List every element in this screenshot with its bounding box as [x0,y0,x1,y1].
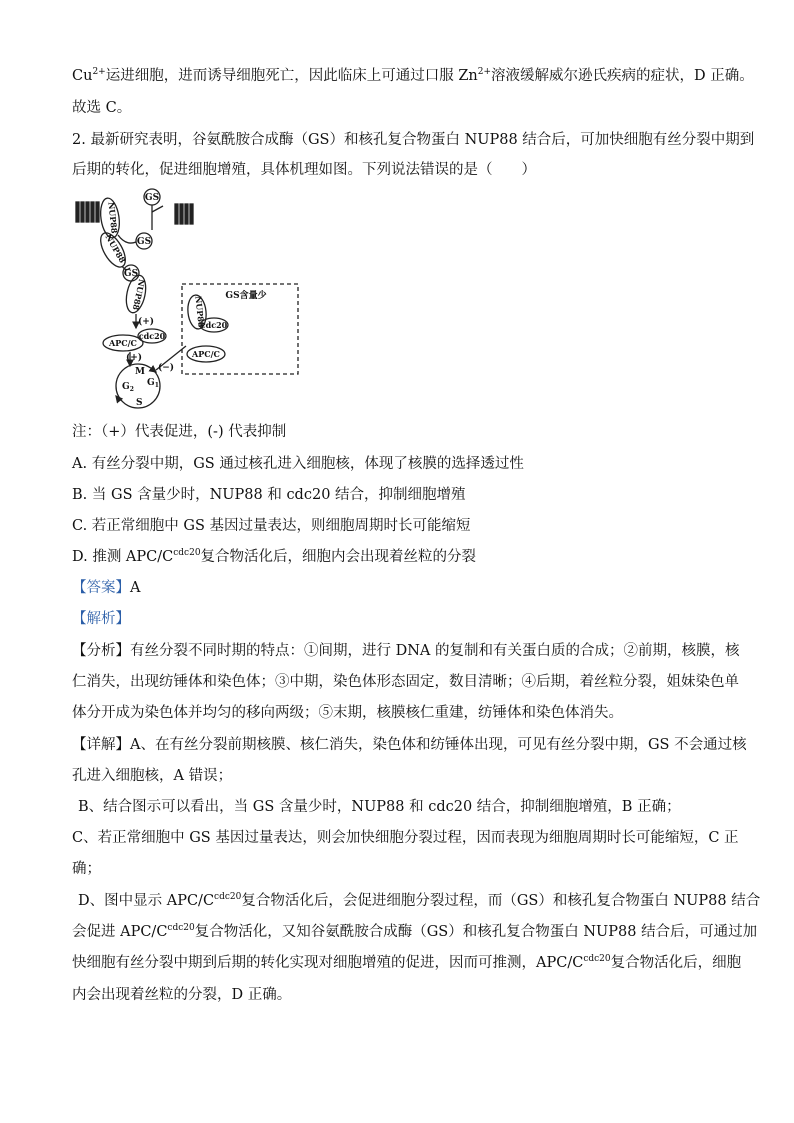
text-segment: 溶液缓解威尔逊氏疾病的症状，D 正确。 [491,68,754,84]
detail-c-line-2: 确； [72,861,101,877]
superscript-zn-charge: 2+ [477,67,492,77]
gs-top-label: GS [144,193,160,203]
apcc-label: APC/C [109,338,137,348]
superscript-cdc20: cdc20 [173,548,201,558]
option-a: A. 有丝分裂中期，GS 通过核孔进入细胞核，体现了核膜的选择透过性 [72,456,524,472]
phase-g2-label: $G_2$ [122,382,134,393]
option-c: C. 若正常细胞中 GS 基因过量表达，则细胞周期时长可能缩短 [72,518,471,534]
text-segment: 运进细胞，进而诱导细胞死亡，因此临床上可通过口服 Zn [105,68,478,84]
text-segment: 复合物活化后，会促进细胞分裂过程，而（GS）和核孔复合物蛋白 NUP88 结合 [241,893,761,909]
detail-d-line-3 [72,953,741,973]
diagram-note: 注：（+）代表促进，(-) 代表抑制 [72,424,287,440]
prev-solution-line-2: 故选 C。 [72,100,132,116]
text-segment: D、图中显示 APC/C [78,893,215,909]
option-b: B. 当 GS 含量少时，NUP88 和 cdc20 结合，抑制细胞增殖 [72,487,466,503]
cdc20-label: cdc20 [138,331,166,341]
nuclear-membrane-icon [76,202,193,224]
text-segment: D. 推测 APC/C [72,549,174,565]
cdc20-box-label: cdc20 [200,320,228,330]
nup88-lower-label: NUP88 [130,278,148,312]
answer-value: A [130,580,141,596]
apcc-box-label: APC/C [192,349,220,359]
detail-d-line-2 [72,922,757,942]
detail-a-line-2: 孔进入细胞核，A 错误； [72,768,233,784]
nup88-box-label: NUP88 [193,295,207,328]
nup88-middle-label: NUP88 [103,232,128,265]
gs-second-label: GS [136,237,152,247]
detail-a-line-1: 【详解】A、在有丝分裂前期核膜、核仁消失，染色体和纺锤体出现，可见有丝分裂中期，GS 不会通过核 [72,737,747,753]
phase-g1-label: $G_1$ [147,378,159,389]
answer-line [72,578,140,598]
plus-label-m: (+) [126,353,143,363]
detail-d-line-1 [78,891,760,911]
analysis-label: 【解析】 [72,611,130,627]
text-segment: 快细胞有丝分裂中期到后期的转化实现对细胞增殖的促进，因而可推测，APC/C [72,955,584,971]
text-cu: Cu [72,68,93,84]
option-d [72,547,476,567]
question-stem-line-1: 2. 最新研究表明，谷氨酰胺合成酶（GS）和核孔复合物蛋白 NUP88 结合后，可加快细胞有丝分裂中期到 [72,132,755,148]
superscript-cdc20: cdc20 [167,923,195,933]
superscript-cdc20: cdc20 [214,892,242,902]
mechanism-diagram [70,188,310,416]
nup88-top-label: NUP88 [106,201,120,234]
answer-label: 【答案】 [72,580,130,596]
minus-label: (−) [158,363,175,373]
prev-solution-line-1 [72,66,754,86]
detail-c-line-1: C、若正常细胞中 GS 基因过量表达，则会加快细胞分裂过程，因而表现为细胞周期时长可能缩短，C 正 [72,830,739,846]
plus-label-cdc20: (+) [138,317,155,327]
gs-third-label: GS [123,269,139,279]
gs-low-box-title: GS含量少 [225,291,267,301]
question-stem-line-2: 后期的转化，促进细胞增殖，具体机理如图。下列说法错误的是（ ） [72,162,536,178]
analysis-line-3: 体分开成为染色体并均匀的移向两级；⑤末期，核膜核仁重建，纺锤体和染色体消失。 [72,705,623,721]
phase-s-label: S [136,398,143,408]
text-segment: 会促进 APC/C [72,924,168,940]
superscript-cu-charge: 2+ [92,67,106,77]
text-segment: 复合物活化，又知谷氨酰胺合成酶（GS）和核孔复合物蛋白 NUP88 结合后，可通过加 [194,924,758,940]
detail-d-line-4: 内会出现着丝粒的分裂，D 正确。 [72,987,292,1003]
text-segment: 复合物活化后，细胞内会出现着丝粒的分裂 [200,549,477,565]
text-segment: 复合物活化后，细胞 [610,955,742,971]
phase-m-label: M [135,367,145,377]
analysis-line-2: 仁消失，出现纺锤体和染色体；③中期，染色体形态固定，数目清晰；④后期，着丝粒分裂，姐妹染色单 [72,674,739,690]
detail-b-line-1: B、结合图示可以看出，当 GS 含量少时，NUP88 和 cdc20 结合，抑制细胞增殖，B 正确； [78,799,681,815]
analysis-line-1: 【分析】有丝分裂不同时期的特点：①间期，进行 DNA 的复制和有关蛋白质的合成；②前期，核膜，核 [72,643,740,659]
superscript-cdc20: cdc20 [583,954,611,964]
